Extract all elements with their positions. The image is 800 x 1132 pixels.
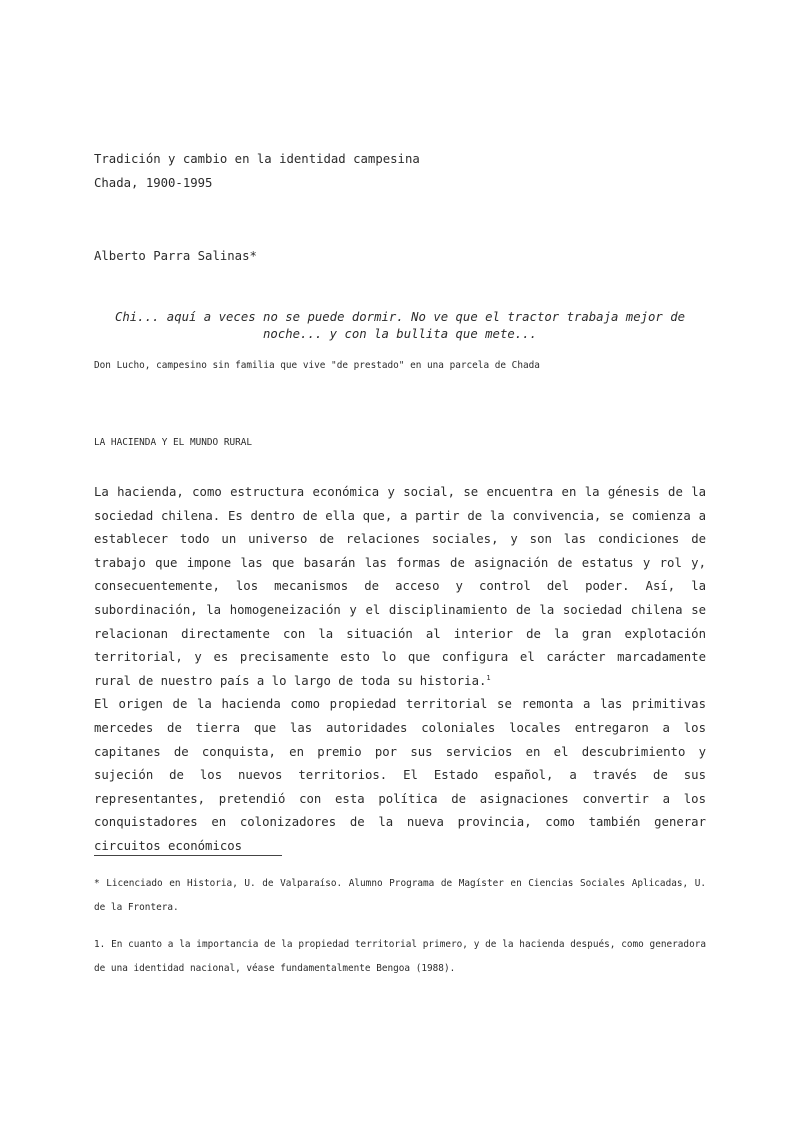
section-heading: LA HACIENDA Y EL MUNDO RURAL xyxy=(94,437,253,448)
epigraph-quote: Chi... aquí a veces no se puede dormir. No ve que el tractor trabaja mejor de noche... y con la bullita que mete... xyxy=(114,310,686,341)
footnote-1 xyxy=(94,933,706,981)
epigraph-attribution: Don Lucho, campesino sin familia que vive "de prestado" en una parcela de Chada xyxy=(94,360,540,371)
footnote-author xyxy=(94,872,706,920)
document-title: Tradición y cambio en la identidad campesina xyxy=(94,152,420,166)
footnote-text: * Licenciado en Historia, U. de Valparaíso. Alumno Programa de Magíster en Ciencias Sociales Aplicadas, U. de la Frontera. xyxy=(94,878,706,913)
body-text xyxy=(94,481,706,859)
paragraph: El origen de la hacienda como propiedad territorial se remonta a las primitivas mercedes de tierra que las autoridades coloniales locales entregaron a los capitanes de conquista, en premio por sus servicios en el descubrimiento y sujeción de los nuevos territorios. El Estado español, a través de sus representantes, pretendió con esta política de asignaciones convertir a los conquistadores en colonizadores de la nueva provincia, como también generar circuitos económicos xyxy=(94,697,706,853)
document-subtitle: Chada, 1900-1995 xyxy=(94,176,213,190)
footnote-reference[interactable]: 1 xyxy=(486,673,491,682)
footnote-text: 1. En cuanto a la importancia de la propiedad territorial primero, y de la hacienda después, como generadora de una identidad nacional, véase fundamentalmente Bengoa (1988). xyxy=(94,939,706,974)
author-name: Alberto Parra Salinas* xyxy=(94,249,257,263)
paragraph-text: La hacienda, como estructura económica y social, se encuentra en la génesis de la sociedad chilena. Es dentro de ella que, a partir de la convivencia, se comienza a establecer todo un universo de relaciones sociales, y son las condiciones de trabajo que impone las que basarán las formas de asignación de estatus y rol y, consecuentemente, los mecanismos de acceso y control del poder. Así, la subordinación, la homogeneización y el disciplinamiento de la sociedad chilena se relacionan directamente con la situación al interior de la gran explotación territorial, y es precisamente esto lo que configura el carácter marcadamente rural de nuestro país a lo largo de toda su historia. xyxy=(94,485,706,688)
paragraph xyxy=(94,481,706,693)
footnote-divider xyxy=(94,855,282,856)
